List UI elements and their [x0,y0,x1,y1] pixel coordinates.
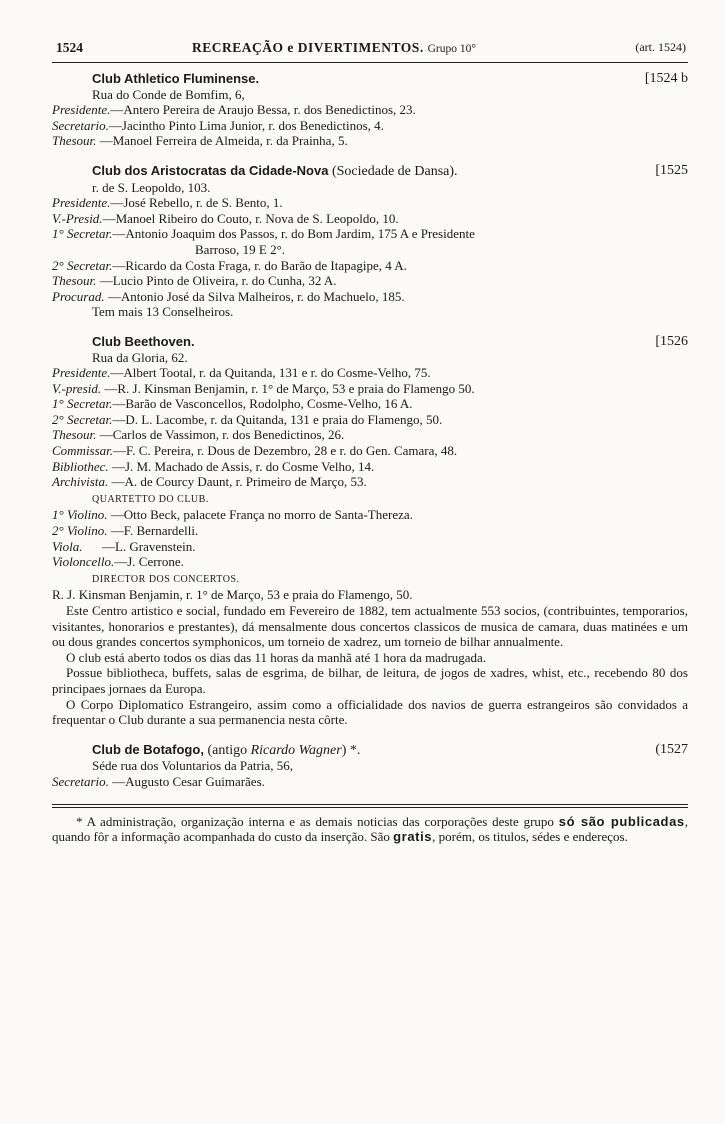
entry-address: Séde rua dos Voluntarios da Patria, 56, [92,758,293,774]
entry-title [52,163,688,180]
description-paragraph: Este Centro artistico e social, fundado em Fevereiro de 1882, tem actualmente 553 socios, (contribuintes, temporarios, visitantes, honorarios e prestantes), dá mensalmente dous concertos classicos de musica de camara, duas matinées e um ou dous grandes concertos symphonicos, um torneio de xadrez, um torneio de bilhar annualmente. [52,603,688,650]
officer-line [52,396,688,412]
officer-role: Presidente. [52,102,111,118]
officer-details: —Lucio Pinto de Oliveira, r. do Cunha, 32 A. [96,273,337,289]
quartet-line [52,523,688,539]
officer-details: —Antero Pereira de Araujo Bessa, r. dos Benedictinos, 23. [110,102,416,118]
officer-line [52,211,688,227]
entry-note: Tem mais 13 Conselheiros. [92,304,234,320]
officer-role: V.-presid. [52,380,102,396]
entry-number: (1527 [655,741,688,757]
officer-line [52,443,688,459]
officer-role: Thesour. [52,133,97,149]
officer-details: —Manoel Ferreira de Almeida, r. da Prainha, 5. [96,133,348,149]
officer-role: V.-Presid. [52,210,103,226]
officer-role: Commissar. [52,443,114,459]
officer-role: Thesour. [52,273,97,289]
officer-role: Archivista. [52,474,109,490]
group-label: Grupo 10° [427,43,476,55]
officer-line [52,365,688,381]
quartet-role: 1° Violino. [52,507,108,523]
officer-line [52,258,688,274]
director-line: R. J. Kinsman Benjamin, r. 1° de Março, 53 e praia do Flamengo, 50. [52,587,413,603]
officer-line [52,102,688,118]
officer-line [52,412,688,428]
officer-details: —Manoel Ribeiro do Couto, r. Nova de S. Leopoldo, 10. [102,210,399,226]
officer-line [52,289,688,305]
officer-role: Presidente. [52,365,111,381]
entry-club-athletico-fluminense [52,71,688,149]
officer-role: Thesour. [52,427,97,443]
officer-role: Secretario. [52,117,109,133]
quartet-member: —J. Cerrone. [114,554,184,570]
quartet-role: 2° Violino. [52,523,108,539]
officer-line [52,226,688,242]
officer-line [52,273,688,289]
subtitle-pre: (antigo [203,742,251,758]
officer-line [52,133,688,149]
officer-details: —Antonio Joaquim dos Passos, r. do Bom Jardim, 175 A e Presidente [112,226,475,242]
officer-role: Procurad. [52,288,105,304]
footnote-emphasis: gratis [393,829,433,845]
officer-details: —Antonio José da Silva Malheiros, r. do Machuelo, 185. [104,288,405,304]
officer-role: Bibliothec. [52,458,109,474]
directory-page [52,40,688,845]
entry-number: [1524 b [644,71,688,86]
quartet-member: —Otto Beck, palacete França no morro de Santa-Thereza. [107,507,413,523]
club-name: Club Athletico Fluminense. [92,71,260,86]
header-rule [52,62,688,63]
club-subtitle [204,743,360,758]
entry-number: [1526 [655,333,688,349]
officer-details: —José Rebello, r. de S. Bento, 1. [110,195,283,211]
entry-number: [1525 [655,162,688,178]
entry-title [52,742,688,759]
entry-address: Rua da Gloria, 62. [92,349,188,365]
officer-details: —A. de Courcy Daunt, r. Primeiro de Março, 53. [108,474,367,490]
subtitle-post: ) *. [341,742,361,758]
quartet-role: Viola. [52,538,83,554]
quartet-member: —F. Bernardelli. [107,523,199,539]
description-paragraph: O club está aberto todos os dias das 11 horas da manhã até 1 hora da madrugada. [66,649,487,665]
director-heading: DIRECTOR DOS CONCERTOS. [92,573,240,585]
officer-line [52,774,688,790]
club-name: Club de Botafogo, [92,741,204,757]
page-header [52,40,688,60]
footnote-rule [52,804,688,805]
entry-club-de-botafogo [52,742,688,790]
entry-address: r. de S. Leopoldo, 103. [92,179,211,195]
subtitle-italic: Ricardo Wagner [250,742,342,758]
officer-details: —Albert Tootal, r. da Quitanda, 131 e r. do Cosme-Velho, 75. [110,365,431,381]
entry-address: Rua do Conde de Bomfim, 6, [92,86,245,102]
club-subtitle: (Sociedade de Dansa). [328,163,458,179]
footnote-part: , porém, os titulos, sédes e endereços. [432,829,628,845]
quartet-heading: QUARTETTO DO CLUB. [92,493,209,505]
page-number: 1524 [56,40,83,55]
officer-details: —Augusto Cesar Guimarães. [108,773,265,789]
quartet-line [52,539,688,555]
officer-details: —R. J. Kinsman Benjamin, r. 1° de Março, 53 e praia do Flamengo 50. [101,380,475,396]
footnote-part: , quando fôr a informação acompanhada do custo da inserção. São [52,813,688,845]
officer-line [52,459,688,475]
club-name: Club dos Aristocratas da Cidade-Nova [92,162,329,178]
officer-details: —Barão de Vasconcellos, Rodolpho, Cosme-Velho, 16 A. [112,396,413,412]
officer-line [52,427,688,443]
officer-role: 1° Secretar. [52,396,113,412]
club-name: Club Beethoven. [92,333,195,349]
officer-role: Presidente. [52,195,111,211]
quartet-role: Violoncello. [52,554,115,570]
entry-title [52,71,688,87]
footnote [52,814,688,845]
officer-details: —Ricardo da Costa Fraga, r. do Barão de Itapagipe, 4 A. [112,257,407,273]
footnote-emphasis: só são publicadas [558,813,685,829]
officer-details: —J. M. Machado de Assis, r. do Cosme Velho, 14. [108,458,375,474]
quartet-line [52,507,688,523]
officer-line [52,381,688,397]
officer-role: 2° Secretar. [52,257,113,273]
officer-line-continuation: Barroso, 19 E 2°. [195,241,286,257]
running-title: RECREAÇÃO e DIVERTIMENTOS. Grupo 10° [192,40,476,55]
quartet-member: —L. Gravenstein. [82,538,196,554]
officer-role: 2° Secretar. [52,411,113,427]
officer-details: —F. C. Pereira, r. Dous de Dezembro, 28 e r. do Gen. Camara, 48. [113,443,458,459]
footnote-rule-second [52,807,688,808]
article-ref: (art. 1524) [635,40,686,54]
description-paragraph: Possue bibliotheca, buffets, salas de esgrima, de bilhar, de leitura, de jogos de xadres, whist, etc., recebendo 80 dos principaes jornaes da Europa. [52,665,688,696]
entry-title [52,334,688,350]
quartet-line [52,554,688,570]
entry-club-aristocratas [52,163,688,320]
footnote-part: * A administração, organização interna e as demais noticias das corporações deste grupo [76,813,559,829]
officer-details: —D. L. Lacombe, r. da Quitanda, 131 e praia do Flamengo, 50. [112,411,443,427]
running-title-text: RECREAÇÃO e DIVERTIMENTOS [192,40,420,55]
officer-line [52,118,688,134]
officer-details: —Carlos de Vassimon, r. dos Benedictinos, 26. [96,427,345,443]
officer-details: —Jacintho Pinto Lima Junior, r. dos Benedictinos, 4. [108,117,384,133]
description-paragraph: O Corpo Diplomatico Estrangeiro, assim como a officialidade dos navios de guerra estrangeiros são convidados a frequentar o Club durante a sua permanencia nesta côrte. [52,696,688,728]
officer-line [52,195,688,211]
officer-role: Secretario. [52,773,109,789]
officer-line [52,474,688,490]
officer-role: 1° Secretar. [52,226,113,242]
entry-club-beethoven [52,334,688,728]
